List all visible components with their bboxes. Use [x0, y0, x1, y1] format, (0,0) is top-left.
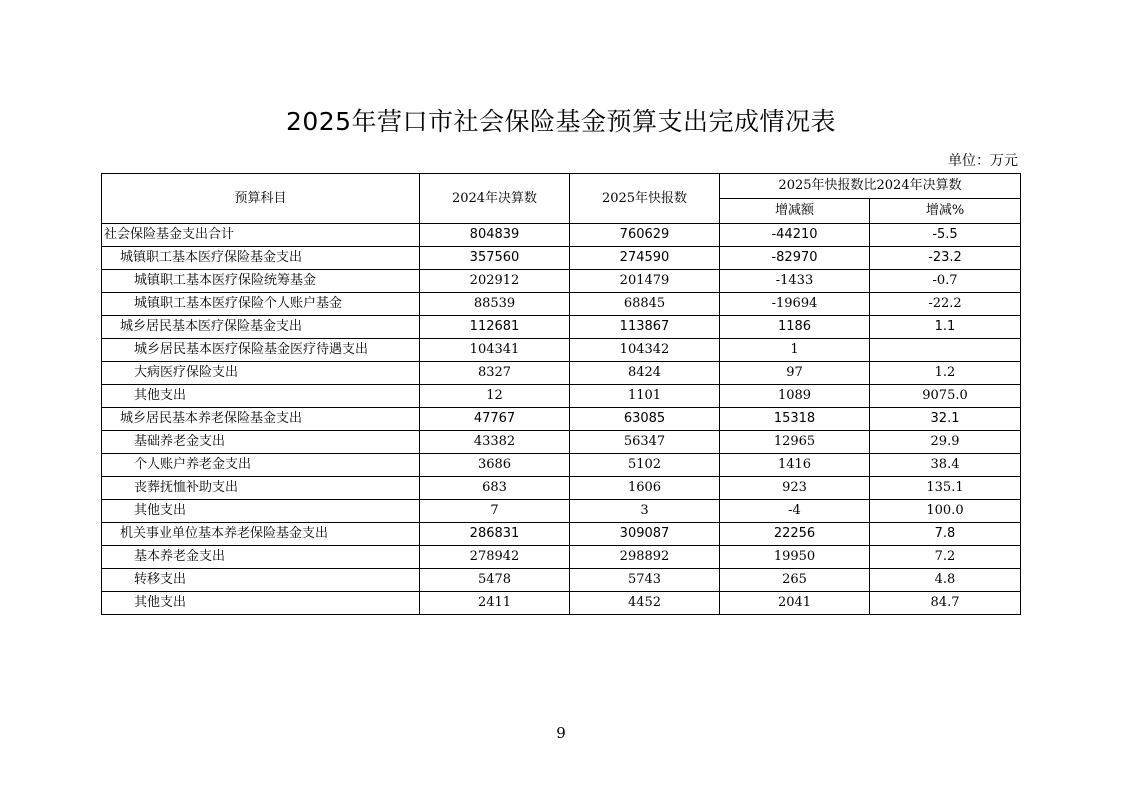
cell-change-percent: [870, 339, 1021, 362]
cell-change-amount: 1: [720, 339, 870, 362]
cell-subject: 城镇职工基本医疗保险统筹基金: [102, 270, 420, 293]
cell-2024-final: 12: [420, 385, 570, 408]
cell-change-percent: 135.1: [870, 477, 1021, 500]
page-number: 9: [556, 724, 566, 742]
cell-subject: 基本养老金支出: [102, 546, 420, 569]
cell-subject: 城乡居民基本医疗保险基金支出: [102, 316, 420, 339]
cell-subject: 城镇职工基本医疗保险个人账户基金: [102, 293, 420, 316]
cell-2024-final: 112681: [420, 316, 570, 339]
cell-change-percent: 7.8: [870, 523, 1021, 546]
table-row: [102, 431, 1021, 454]
cell-2024-final: 43382: [420, 431, 570, 454]
cell-2025-flash: 113867: [570, 316, 720, 339]
cell-2024-final: 278942: [420, 546, 570, 569]
cell-2025-flash: 104342: [570, 339, 720, 362]
cell-change-amount: 923: [720, 477, 870, 500]
table-row: [102, 224, 1021, 247]
cell-change-percent: -22.2: [870, 293, 1021, 316]
cell-2025-flash: 68845: [570, 293, 720, 316]
cell-2024-final: 286831: [420, 523, 570, 546]
table-row: [102, 316, 1021, 339]
cell-2025-flash: 298892: [570, 546, 720, 569]
table-row: [102, 592, 1021, 615]
table-row: [102, 362, 1021, 385]
cell-change-percent: 38.4: [870, 454, 1021, 477]
cell-change-amount: -44210: [720, 224, 870, 247]
cell-2025-flash: 5102: [570, 454, 720, 477]
cell-subject: 转移支出: [102, 569, 420, 592]
cell-2024-final: 804839: [420, 224, 570, 247]
budget-table: [101, 173, 1021, 615]
table-row: [102, 408, 1021, 431]
table-row: [102, 546, 1021, 569]
page-title: 2025年营口市社会保险基金预算支出完成情况表: [285, 107, 837, 136]
cell-change-amount: 12965: [720, 431, 870, 454]
header-comparison: 2025年快报数比2024年决算数: [720, 174, 1021, 199]
cell-2025-flash: 760629: [570, 224, 720, 247]
cell-change-amount: -82970: [720, 247, 870, 270]
cell-2025-flash: 1101: [570, 385, 720, 408]
cell-change-percent: 84.7: [870, 592, 1021, 615]
table-row: [102, 270, 1021, 293]
cell-2024-final: 3686: [420, 454, 570, 477]
cell-change-amount: -4: [720, 500, 870, 523]
cell-change-amount: 15318: [720, 408, 870, 431]
cell-2025-flash: 274590: [570, 247, 720, 270]
cell-2025-flash: 201479: [570, 270, 720, 293]
table-row: [102, 339, 1021, 362]
table-header: [102, 174, 1021, 224]
unit-label: 单位：万元: [948, 153, 1018, 169]
cell-change-amount: 1416: [720, 454, 870, 477]
cell-subject: 个人账户养老金支出: [102, 454, 420, 477]
cell-subject: 其他支出: [102, 385, 420, 408]
cell-change-percent: 100.0: [870, 500, 1021, 523]
cell-change-amount: 19950: [720, 546, 870, 569]
table-row: [102, 454, 1021, 477]
cell-2025-flash: 8424: [570, 362, 720, 385]
cell-change-amount: 22256: [720, 523, 870, 546]
cell-2024-final: 7: [420, 500, 570, 523]
table-row: [102, 523, 1021, 546]
cell-subject: 丧葬抚恤补助支出: [102, 477, 420, 500]
table-row: [102, 500, 1021, 523]
header-change-percent: 增减%: [870, 199, 1021, 224]
header-change-amount: 增减额: [720, 199, 870, 224]
cell-subject: 城乡居民基本医疗保险基金医疗待遇支出: [102, 339, 420, 362]
cell-2024-final: 104341: [420, 339, 570, 362]
cell-change-percent: 29.9: [870, 431, 1021, 454]
cell-subject: 大病医疗保险支出: [102, 362, 420, 385]
cell-subject: 其他支出: [102, 500, 420, 523]
cell-subject: 社会保险基金支出合计: [102, 224, 420, 247]
table-row: [102, 477, 1021, 500]
cell-2025-flash: 309087: [570, 523, 720, 546]
cell-2024-final: 357560: [420, 247, 570, 270]
table-row: [102, 247, 1021, 270]
cell-change-percent: -5.5: [870, 224, 1021, 247]
cell-change-amount: -19694: [720, 293, 870, 316]
header-subject: 预算科目: [102, 174, 420, 224]
cell-change-amount: 2041: [720, 592, 870, 615]
cell-2024-final: 47767: [420, 408, 570, 431]
cell-subject: 机关事业单位基本养老保险基金支出: [102, 523, 420, 546]
cell-subject: 城乡居民基本养老保险基金支出: [102, 408, 420, 431]
cell-2024-final: 2411: [420, 592, 570, 615]
header-2025-flash: 2025年快报数: [570, 174, 720, 224]
cell-2025-flash: 3: [570, 500, 720, 523]
cell-change-amount: 1089: [720, 385, 870, 408]
cell-change-percent: -23.2: [870, 247, 1021, 270]
cell-change-amount: 97: [720, 362, 870, 385]
cell-change-amount: 1186: [720, 316, 870, 339]
cell-2024-final: 5478: [420, 569, 570, 592]
cell-2025-flash: 4452: [570, 592, 720, 615]
cell-change-percent: 9075.0: [870, 385, 1021, 408]
table-row: [102, 385, 1021, 408]
cell-change-percent: 1.1: [870, 316, 1021, 339]
cell-2025-flash: 5743: [570, 569, 720, 592]
cell-2024-final: 202912: [420, 270, 570, 293]
cell-change-amount: 265: [720, 569, 870, 592]
header-2024-final: 2024年决算数: [420, 174, 570, 224]
cell-2024-final: 683: [420, 477, 570, 500]
table-body: [102, 224, 1021, 615]
cell-subject: 城镇职工基本医疗保险基金支出: [102, 247, 420, 270]
cell-2025-flash: 1606: [570, 477, 720, 500]
cell-2024-final: 88539: [420, 293, 570, 316]
cell-change-amount: -1433: [720, 270, 870, 293]
cell-change-percent: 7.2: [870, 546, 1021, 569]
table-row: [102, 569, 1021, 592]
cell-change-percent: -0.7: [870, 270, 1021, 293]
cell-2024-final: 8327: [420, 362, 570, 385]
cell-2025-flash: 63085: [570, 408, 720, 431]
table-row: [102, 293, 1021, 316]
cell-2025-flash: 56347: [570, 431, 720, 454]
cell-subject: 基础养老金支出: [102, 431, 420, 454]
cell-change-percent: 4.8: [870, 569, 1021, 592]
cell-change-percent: 1.2: [870, 362, 1021, 385]
cell-subject: 其他支出: [102, 592, 420, 615]
cell-change-percent: 32.1: [870, 408, 1021, 431]
